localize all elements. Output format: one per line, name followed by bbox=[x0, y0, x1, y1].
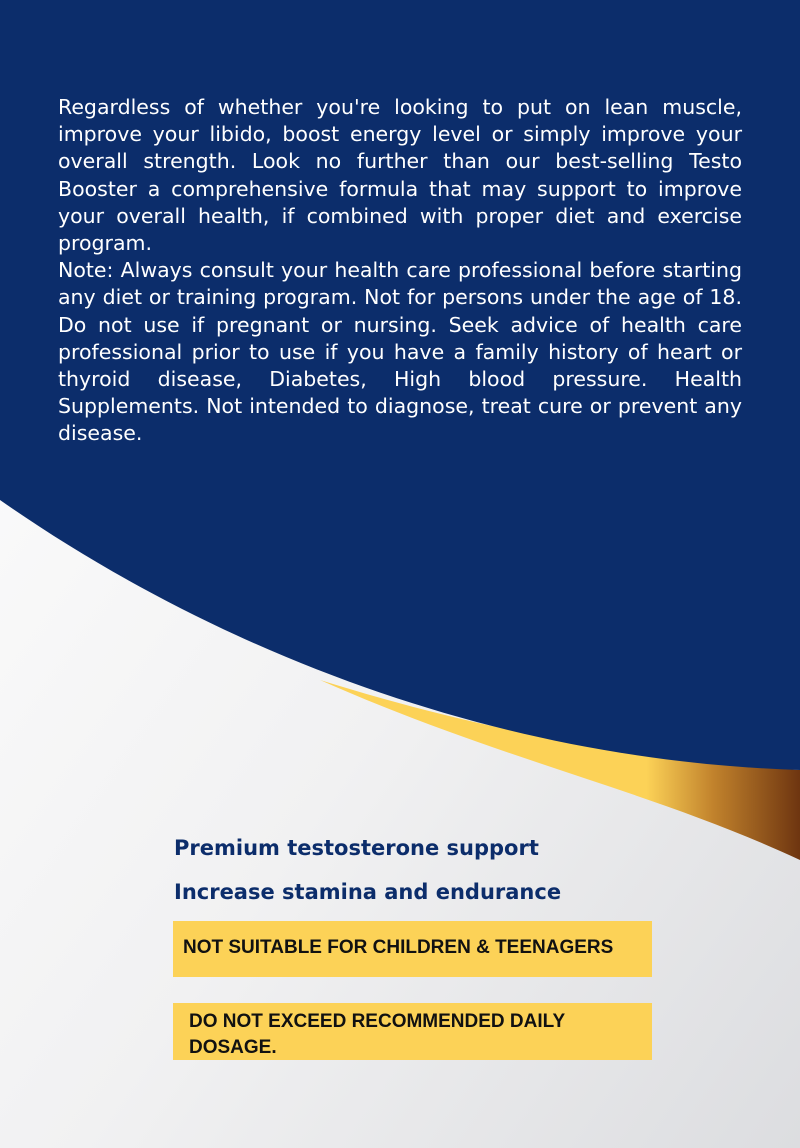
feature-list bbox=[174, 826, 561, 914]
description-paragraph: Regardless of whether you're looking to put on lean muscle, improve your libido, boost energy level or simply improve your overall strength. Look no further than our best-selling Testo Booster a comprehensive formula that may support to improve your overall health, if combined with proper diet and exercise program. bbox=[58, 95, 742, 256]
warning-banner-children: NOT SUITABLE FOR CHILDREN & TEENAGERS bbox=[173, 921, 652, 977]
warning-banner-dosage: DO NOT EXCEED RECOMMENDED DAILY DOSAGE. bbox=[173, 1003, 652, 1060]
feature-item: Increase stamina and endurance bbox=[174, 880, 562, 904]
health-note: Note: Always consult your health care professional before starting any diet or training program. Not for persons under the age of 18. Do not use if pregnant or nursing. Seek advice of health care professional prior to use if you have a family history of heart or thyroid disease, Diabetes, High blood pressure. Health Supplements. Not intended to diagnose, treat cure or prevent any disease. bbox=[58, 258, 742, 446]
feature-item: Premium testosterone support bbox=[174, 836, 539, 860]
description-block bbox=[58, 94, 742, 448]
